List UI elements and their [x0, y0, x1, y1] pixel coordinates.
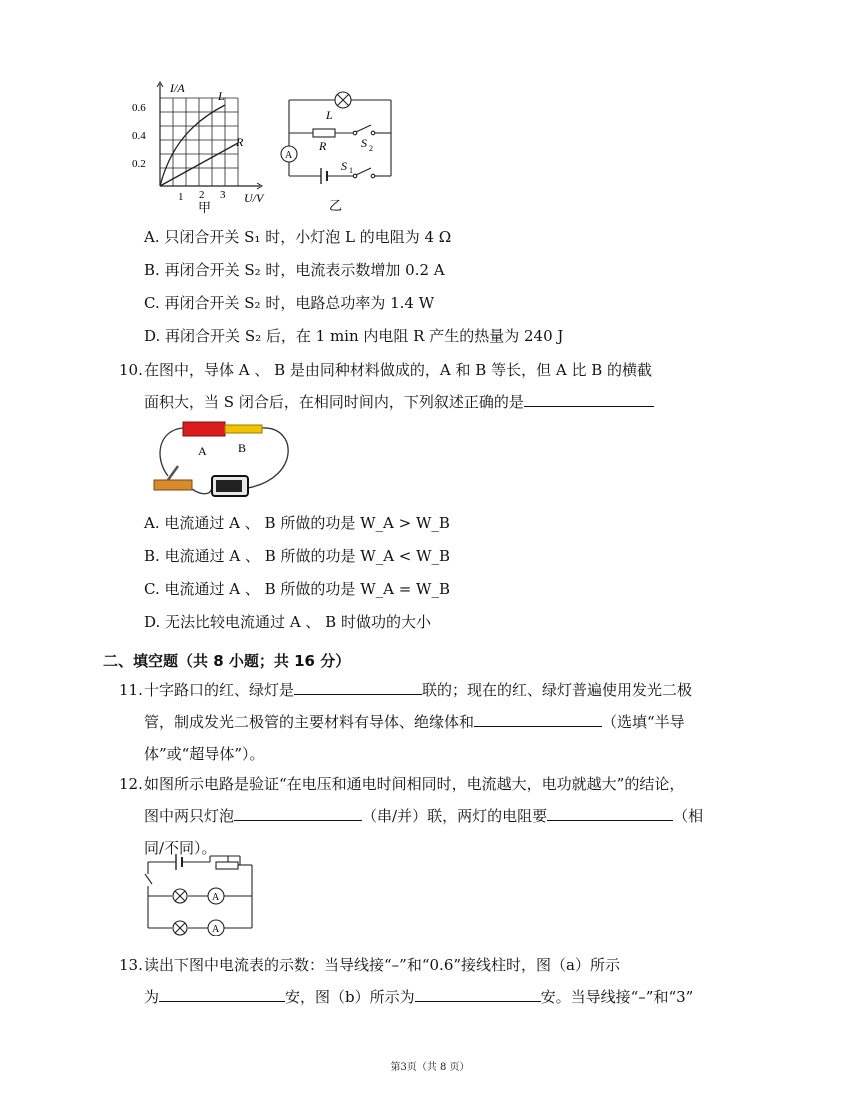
q12-text: 如图所示电路是验证“在电压和通电时间相同时，电流越大，电功就越大”的结论， [144, 775, 685, 793]
question-number: 10. [119, 361, 143, 379]
page-footer: 第3页（共 8 页） [390, 1062, 470, 1073]
q11-text: （选填“半导 [602, 713, 685, 731]
option-text: 无法比较电流通过 A 、 B 时做功的大小 [165, 613, 431, 631]
conductor-b [225, 425, 262, 433]
answer-blank[interactable] [474, 710, 602, 727]
q10-line1: 在图中，导体 A 、 B 是由同种材料做成的，A 和 B 等长，但 A 比 B 的横截 [144, 361, 653, 379]
y-tick: 0.6 [132, 102, 146, 114]
switch2-label: S [361, 136, 367, 150]
option-text: 只闭合开关 S₁ 时，小灯泡 L 的电阻为 4 Ω [164, 228, 452, 246]
q12-text: 同/不同）。 [144, 839, 217, 857]
switch-lever [168, 466, 178, 480]
ammeter-label: A [285, 150, 293, 161]
rheostat-symbol [216, 862, 238, 869]
q9-option-b [144, 259, 445, 281]
circuit-yi [275, 86, 405, 216]
option-text: 电流通过 A 、 B 所做的功是 W_A > W_B [164, 514, 450, 532]
answer-blank[interactable] [234, 804, 362, 821]
q11-text: 十字路口的红、绿灯是 [144, 681, 295, 699]
q9-option-d [144, 325, 563, 347]
q12-text: 图中两只灯泡 [144, 807, 235, 825]
option-letter: A. [144, 228, 160, 246]
label-a: A [198, 444, 207, 458]
y-tick: 0.4 [132, 130, 146, 142]
q11-text: 联的；现在的红、绿灯普遍使用发光二极 [422, 681, 693, 699]
q12-circuit [140, 848, 260, 936]
x-tick: 1 [178, 191, 184, 203]
option-text: 再闭合开关 S₂ 时，电路总功率为 1.4 W [164, 294, 435, 312]
q10-line2-text: 面积大，当 S 闭合后，在相同时间内，下列叙述正确的是 [144, 393, 524, 411]
caption-yi: 乙 [329, 198, 343, 213]
q11-stem [144, 674, 764, 770]
y-tick: 0.2 [132, 158, 146, 170]
answer-blank[interactable] [159, 985, 285, 1002]
switch-s2 [356, 125, 371, 132]
graph-grid [160, 98, 238, 186]
option-letter: C. [144, 580, 160, 598]
line-R-label: R [236, 135, 244, 149]
curve-L [160, 105, 225, 186]
option-letter: B. [144, 261, 160, 279]
q10-circuit-photo [148, 418, 300, 500]
x-tick: 2 [199, 189, 205, 201]
switch2-sub: 2 [369, 144, 373, 153]
answer-blank[interactable] [547, 804, 673, 821]
conductor-a [183, 422, 225, 436]
option-text: 电流通过 A 、 B 所做的功是 W_A = W_B [164, 580, 450, 598]
x-tick: 3 [220, 189, 226, 201]
option-letter: D. [144, 613, 161, 631]
x-axis-label: U/V [244, 191, 264, 205]
q13-text: 安。当导线接“–”和“3” [540, 988, 694, 1006]
q10-option-a [144, 512, 450, 534]
option-text: 再闭合开关 S₂ 后，在 1 min 内电阻 R 产生的热量为 240 J [165, 327, 564, 345]
question-number: 11. [119, 681, 143, 699]
curve-L-label: L [218, 89, 225, 103]
q11-text: 管，制成发光二极管的主要材料有导体、绝缘体和 [144, 713, 475, 731]
option-text: 再闭合开关 S₂ 时，电流表示数增加 0.2 A [164, 261, 445, 279]
answer-blank[interactable] [415, 985, 541, 1002]
resistor-label: R [319, 139, 327, 153]
option-letter: A. [144, 514, 160, 532]
q10-line2 [144, 386, 764, 418]
graph-jia [130, 78, 280, 218]
caption-jia: 甲 [198, 200, 212, 215]
answer-blank[interactable] [524, 390, 654, 407]
q13-stem [144, 949, 764, 1013]
option-letter: C. [144, 294, 160, 312]
switch-symbol [145, 874, 152, 884]
q9-option-a [144, 226, 451, 248]
answer-blank[interactable] [294, 678, 422, 695]
option-letter: D. [144, 327, 161, 345]
q13-text: 安，图（b）所示为 [285, 988, 415, 1006]
q10-option-c [144, 578, 450, 600]
switch1-sub: 1 [349, 166, 353, 175]
section-heading: 二、填空题（共 8 小题；共 16 分） [103, 652, 351, 670]
switch-base [154, 480, 192, 490]
option-text: 电流通过 A 、 B 所做的功是 W_A < W_B [164, 547, 451, 565]
q13-text: 为 [144, 988, 160, 1006]
resistor-symbol [313, 129, 335, 137]
option-letter: B. [144, 547, 160, 565]
q11-text: 体”或“超导体”）。 [144, 745, 265, 763]
q10-option-d [144, 611, 431, 633]
question-number: 13. [119, 956, 143, 974]
switch-s1 [356, 168, 371, 175]
q13-text: 读出下图中电流表的示数：当导线接“–”和“0.6”接线柱时，图（a）所示 [144, 956, 620, 974]
ammeter-label: A [212, 924, 220, 935]
q10-stem [144, 354, 764, 418]
q12-text: （串/并）联，两灯的电阻要 [362, 807, 548, 825]
q10-option-b [144, 545, 450, 567]
q12-text: （相 [673, 807, 704, 825]
ammeter-label: A [212, 892, 220, 903]
switch1-label: S [341, 159, 347, 173]
lamp-label: L [326, 108, 333, 122]
q9-option-c [144, 292, 434, 314]
question-number: 12. [119, 775, 143, 793]
y-axis-label: I/A [170, 81, 185, 95]
label-b: B [238, 441, 247, 455]
